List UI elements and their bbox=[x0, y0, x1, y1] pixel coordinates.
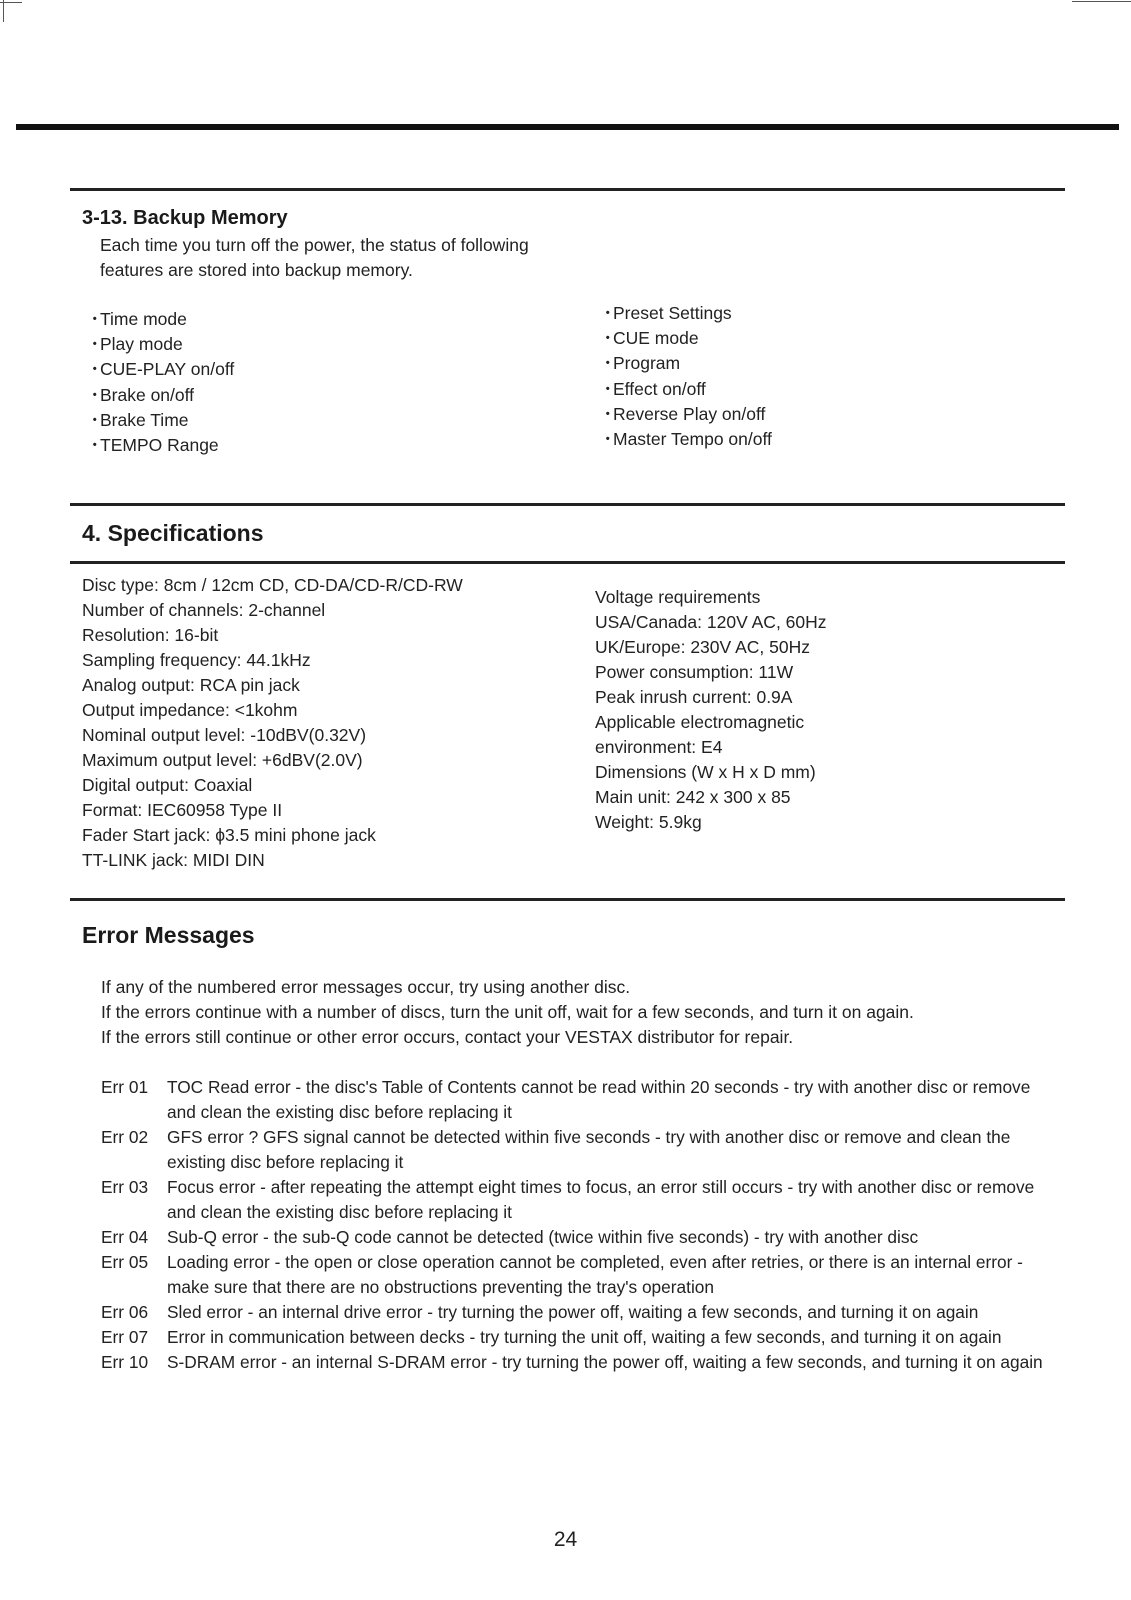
bullet: ・ bbox=[599, 378, 617, 399]
error-description: Sub-Q error - the sub-Q code cannot be detected (twice within five seconds) - try with another disc bbox=[167, 1227, 919, 1247]
error-code: Err 02 bbox=[101, 1127, 149, 1147]
bullet: ・ bbox=[86, 409, 104, 430]
bullet: ・ bbox=[86, 359, 104, 380]
list-item: ・Program bbox=[594, 351, 772, 376]
spec-line: UK/Europe: 230V AC, 50Hz bbox=[595, 637, 810, 657]
list-item: ・Brake Time bbox=[81, 408, 234, 433]
error-item-07 bbox=[101, 1325, 1061, 1350]
spec-line: Main unit: 242 x 300 x 85 bbox=[595, 787, 791, 807]
error-code: Err 04 bbox=[101, 1227, 149, 1247]
spec-line: USA/Canada: 120V AC, 60Hz bbox=[595, 612, 827, 632]
spec-line: Nominal output level: -10dBV(0.32V) bbox=[82, 725, 367, 745]
error-code: Err 10 bbox=[101, 1352, 149, 1372]
bullet: ・ bbox=[86, 435, 104, 456]
list-item: ・Reverse Play on/off bbox=[594, 402, 772, 427]
errors-intro bbox=[101, 975, 914, 1050]
backup-title: 3-13. Backup Memory bbox=[82, 207, 288, 229]
errors-intro-line: If any of the numbered error messages occur, try using another disc. bbox=[101, 977, 631, 997]
backup-intro-line2: features are stored into backup memory. bbox=[100, 260, 413, 280]
spec-line: Power consumption: 11W bbox=[595, 662, 794, 682]
crop-mark-top-right bbox=[1072, 1, 1131, 2]
bullet: ・ bbox=[599, 303, 617, 323]
bullet: ・ bbox=[86, 384, 104, 405]
error-description: GFS error ? GFS signal cannot be detected within five seconds - try with another disc or remove and clean the existing disc before replacing it bbox=[167, 1127, 1011, 1172]
bullet: ・ bbox=[599, 353, 617, 374]
section-divider-specs-bottom bbox=[70, 561, 1065, 564]
spec-line: Fader Start jack: ϕ3.5 mini phone jack bbox=[82, 825, 376, 845]
error-item-01 bbox=[101, 1075, 1061, 1125]
spec-line: Dimensions (W x H x D mm) bbox=[595, 762, 816, 782]
error-code: Err 07 bbox=[101, 1327, 149, 1347]
error-code: Err 01 bbox=[101, 1077, 149, 1097]
spec-line: Peak inrush current: 0.9A bbox=[595, 687, 793, 707]
header-rule bbox=[16, 124, 1119, 130]
spec-line: Number of channels: 2-channel bbox=[82, 600, 326, 620]
error-item-06 bbox=[101, 1300, 1061, 1325]
error-description: Focus error - after repeating the attempt eight times to focus, an error still occurs - try with another disc or remove and clean the existing disc before replacing it bbox=[167, 1177, 1035, 1222]
spec-line: Format: IEC60958 Type II bbox=[82, 800, 283, 820]
error-description: Sled error - an internal drive error - try turning the power off, waiting a few seconds, and turning it on again bbox=[167, 1302, 979, 1322]
list-item: ・CUE mode bbox=[594, 326, 772, 351]
specs-left-column bbox=[82, 573, 463, 873]
list-item: ・Master Tempo on/off bbox=[594, 427, 772, 452]
specs-right-column bbox=[595, 585, 827, 835]
spec-line: Sampling frequency: 44.1kHz bbox=[82, 650, 311, 670]
list-item: ・Brake on/off bbox=[81, 383, 234, 408]
spec-line: TT-LINK jack: MIDI DIN bbox=[82, 850, 265, 870]
section-divider-specs-top bbox=[70, 503, 1065, 506]
specs-title: 4. Specifications bbox=[82, 520, 264, 546]
errors-intro-line: If the errors continue with a number of discs, turn the unit off, wait for a few seconds, and turn it on again. bbox=[101, 1002, 914, 1022]
error-description: Error in communication between decks - try turning the unit off, waiting a few seconds, and turning it on again bbox=[167, 1327, 1002, 1347]
list-item: ・CUE-PLAY on/off bbox=[81, 357, 234, 382]
backup-list-left bbox=[81, 307, 234, 458]
section-divider-backup bbox=[70, 188, 1065, 191]
spec-line: Weight: 5.9kg bbox=[595, 812, 702, 832]
spec-line: Output impedance: <1kohm bbox=[82, 700, 298, 720]
list-item: ・Preset Settings bbox=[594, 301, 772, 326]
spec-line: Analog output: RCA pin jack bbox=[82, 675, 300, 695]
error-item-03 bbox=[101, 1175, 1061, 1225]
errors-intro-line: If the errors still continue or other error occurs, contact your VESTAX distributor for repair. bbox=[101, 1027, 794, 1047]
backup-list-right bbox=[594, 301, 772, 452]
spec-line: Maximum output level: +6dBV(2.0V) bbox=[82, 750, 363, 770]
spec-line: Applicable electromagnetic bbox=[595, 712, 805, 732]
spec-line: Resolution: 16-bit bbox=[82, 625, 219, 645]
bullet: ・ bbox=[86, 334, 104, 355]
spec-line: Disc type: 8cm / 12cm CD, CD-DA/CD-R/CD-RW bbox=[82, 575, 463, 595]
crop-mark-top-left-vertical bbox=[3, 0, 4, 22]
error-item-02 bbox=[101, 1125, 1061, 1175]
error-item-10 bbox=[101, 1350, 1061, 1375]
error-code: Err 06 bbox=[101, 1302, 149, 1322]
spec-line: Voltage requirements bbox=[595, 587, 761, 607]
backup-intro-line1: Each time you turn off the power, the status of following bbox=[100, 235, 529, 255]
spec-line: environment: E4 bbox=[595, 737, 723, 757]
bullet: ・ bbox=[86, 309, 104, 329]
bullet: ・ bbox=[599, 328, 617, 349]
error-item-04 bbox=[101, 1225, 1061, 1250]
list-item: ・Time mode bbox=[81, 307, 234, 332]
error-description: TOC Read error - the disc's Table of Contents cannot be read within 20 seconds - try with another disc or remove and clean the existing disc before replacing it bbox=[167, 1077, 1031, 1122]
error-description: S-DRAM error - an internal S-DRAM error - try turning the power off, waiting a few seconds, and turning it on again bbox=[167, 1352, 1043, 1372]
bullet: ・ bbox=[599, 403, 617, 424]
list-item: ・Effect on/off bbox=[594, 377, 772, 402]
error-item-05 bbox=[101, 1250, 1061, 1300]
section-divider-errors bbox=[70, 898, 1065, 901]
error-code: Err 05 bbox=[101, 1252, 149, 1272]
bullet: ・ bbox=[599, 429, 617, 450]
error-description: Loading error - the open or close operation cannot be completed, even after retries, or there is an internal error - make sure that there are no obstructions preventing the tray's operation bbox=[167, 1252, 1023, 1297]
spec-line: Digital output: Coaxial bbox=[82, 775, 253, 795]
list-item: ・Play mode bbox=[81, 332, 234, 357]
list-item: ・TEMPO Range bbox=[81, 433, 234, 458]
error-code: Err 03 bbox=[101, 1177, 149, 1197]
page-number: 24 bbox=[553, 1528, 578, 1551]
errors-title: Error Messages bbox=[82, 922, 255, 948]
